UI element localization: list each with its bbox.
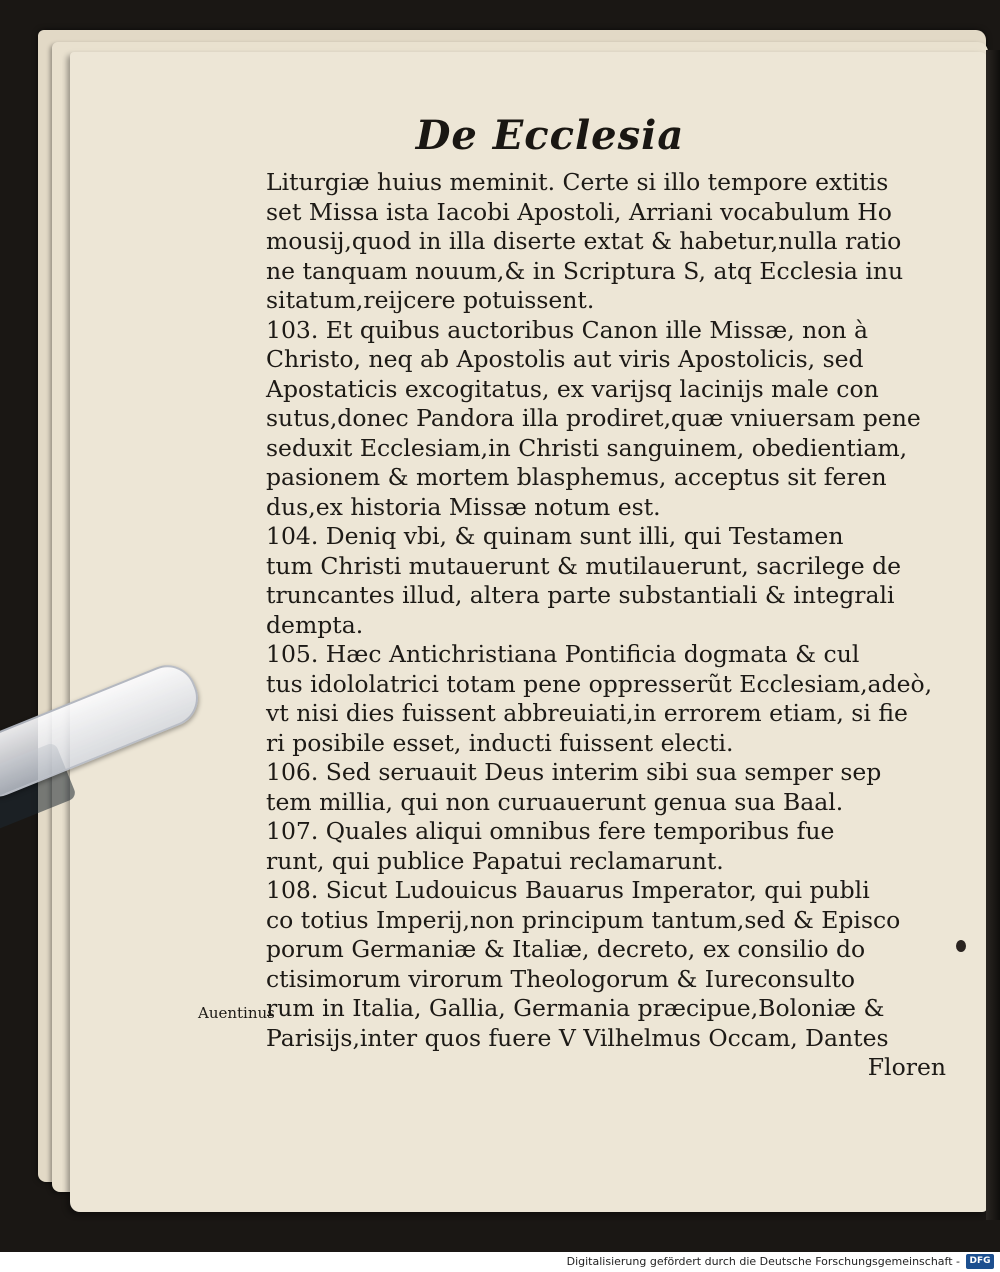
- text-line: set Missa ista Iacobi Apostoli, Arriani vocabulum Ho: [266, 197, 892, 226]
- text-line: 106. Sed seruauit Deus interim sibi sua semper sep: [266, 758, 882, 786]
- text-line: ri posibile esset, inducti fuissent electi.: [266, 728, 734, 757]
- dfg-logo: DFG: [966, 1254, 994, 1269]
- text-line: dempta.: [266, 610, 364, 639]
- text-line: 105. Hæc Antichristiana Pontificia dogmata & cul: [266, 640, 860, 668]
- text-line: sutus,donec Pandora illa prodiret,quæ vniuersam pene: [266, 404, 921, 432]
- text-line: ne tanquam nouum,& in Scriptura S, atq Ecclesia inu: [266, 256, 904, 285]
- text-line: tus idololatrici totam pene oppresserũt Ecclesiam,adeò,: [266, 669, 933, 698]
- footer-credit: Digitalisierung gefördert durch die Deutsche Forschungsgemeinschaft -: [566, 1255, 960, 1268]
- text-line: Parisijs,inter quos fuere V Vilhelmus Occam, Dantes: [266, 1023, 889, 1052]
- text-line: rum in Italia, Gallia, Germania præcipue,Boloniæ &: [266, 994, 885, 1022]
- text-line: tum Christi mutauerunt & mutilauerunt, sacrilege de: [266, 551, 902, 580]
- page-text: [266, 168, 946, 1083]
- text-line: co totius Imperij,non principum tantum,sed & Episco: [266, 905, 901, 934]
- text-line: Apostaticis excogitatus, ex varijsq lacinijs male con: [266, 374, 879, 403]
- text-line: pasionem & mortem blasphemus, acceptus sit feren: [266, 463, 887, 491]
- text-line: sitatum,reijcere potuissent.: [266, 286, 595, 314]
- text-line: runt, qui publice Papatui reclamarunt.: [266, 846, 724, 875]
- text-line: 103. Et quibus auctoribus Canon ille Missæ, non à: [266, 315, 869, 344]
- ink-spot: [956, 940, 966, 952]
- text-line: mousij,quod in illa diserte extat & habetur,nulla ratio: [266, 227, 902, 255]
- text-line: porum Germaniæ & Italiæ, decreto, ex consilio do: [266, 935, 866, 963]
- catchword: Floren: [867, 1053, 946, 1081]
- text-line: 108. Sicut Ludouicus Bauarus Imperator, qui publi: [266, 876, 870, 904]
- page-heading: De Ecclesia: [415, 112, 685, 159]
- text-line: 107. Quales aliqui omnibus fere temporibus fue: [266, 817, 835, 845]
- text-line: seduxit Ecclesiam,in Christi sanguinem, obedientiam,: [266, 433, 908, 462]
- text-line: truncantes illud, altera parte substantiali & integrali: [266, 581, 895, 609]
- text-line: vt nisi dies fuissent abbreuiati,in errorem etiam, si fie: [266, 699, 908, 727]
- text-line: ctisimorum virorum Theologorum & Iureconsulto: [266, 964, 856, 993]
- marginal-note: Auentinus: [198, 1004, 275, 1022]
- text-line: Christo, neq ab Apostolis aut viris Apostolicis, sed: [266, 345, 864, 373]
- text-line: 104. Deniq vbi, & quinam sunt illi, qui Testamen: [266, 522, 844, 550]
- text-line: tem millia, qui non curuauerunt genua sua Baal.: [266, 787, 844, 816]
- book-edge-shadow: [986, 50, 1000, 1220]
- text-line: Liturgiæ huius meminit. Certe si illo tempore extitis: [266, 168, 889, 196]
- text-line: dus,ex historia Missæ notum est.: [266, 492, 661, 521]
